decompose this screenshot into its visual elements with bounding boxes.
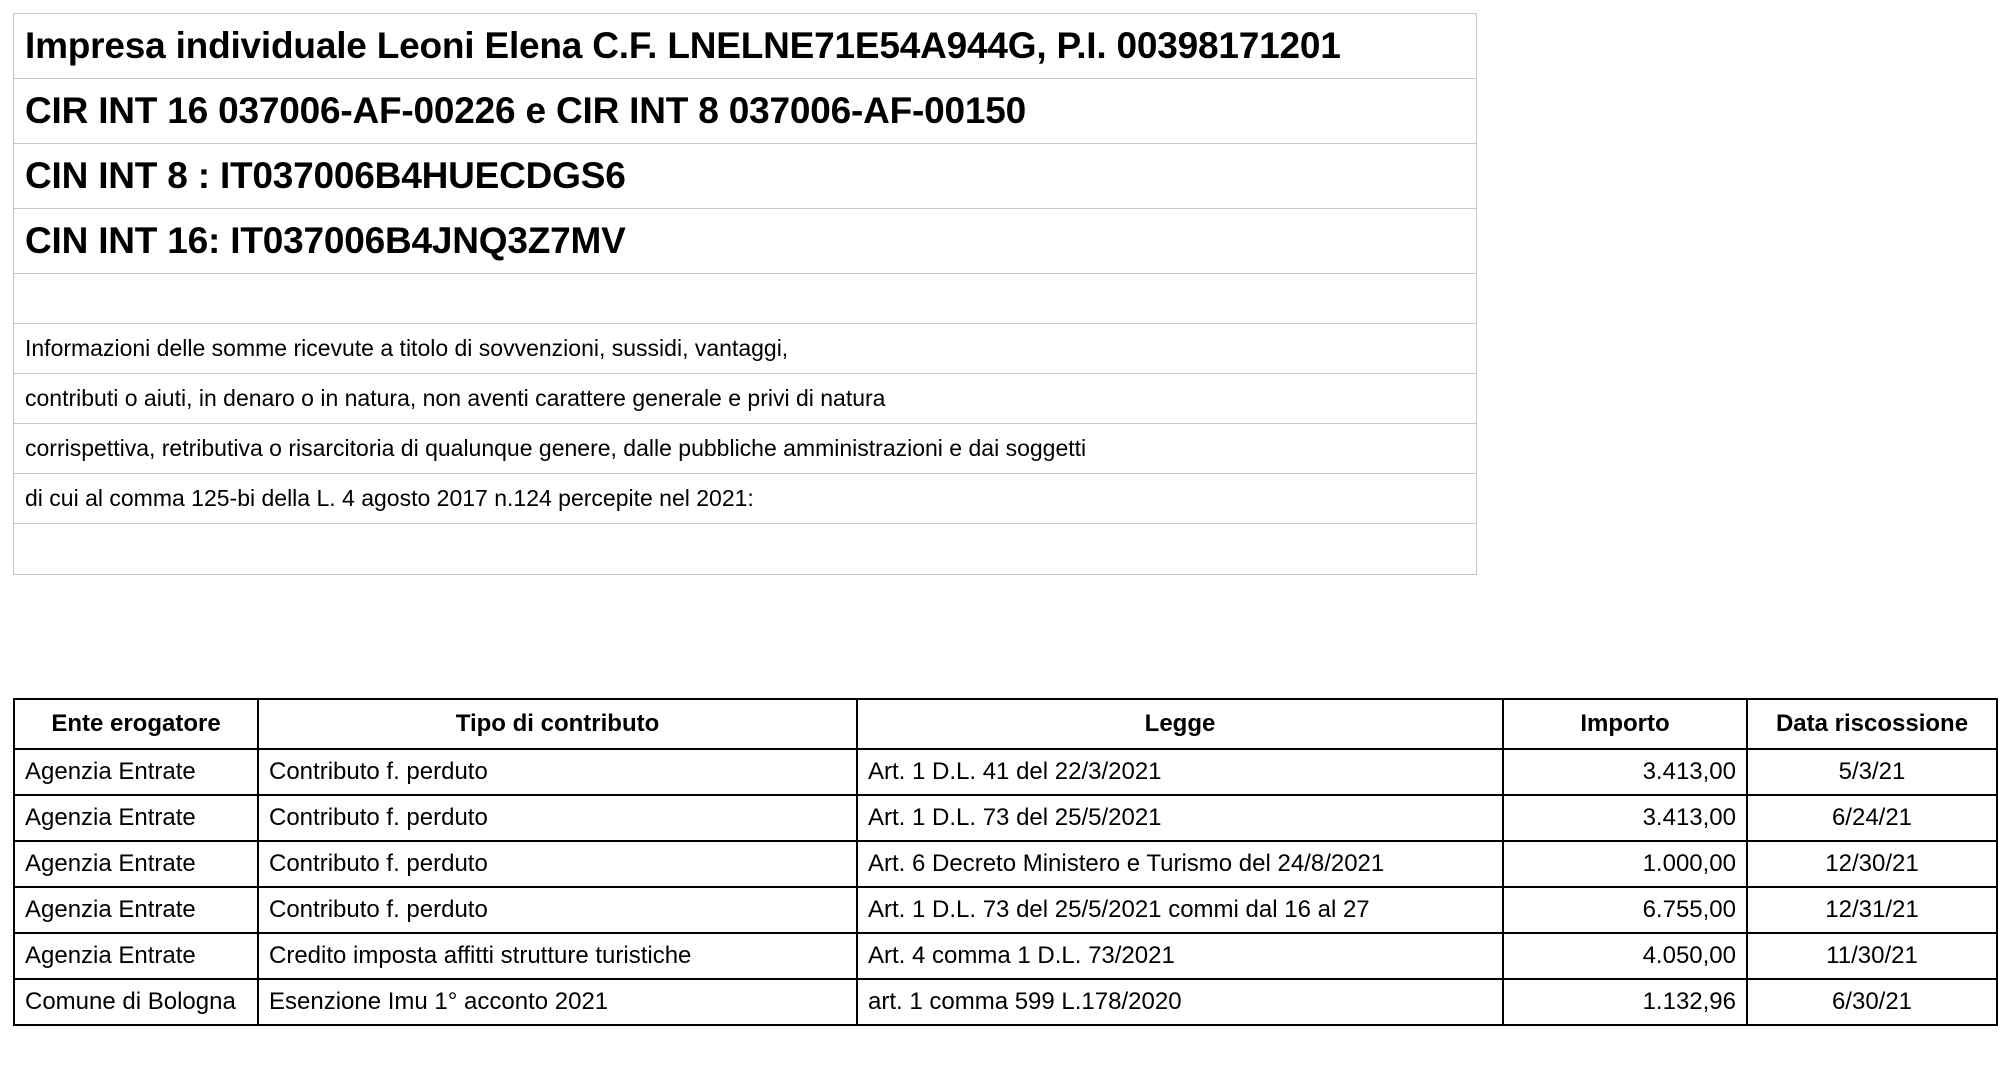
intro-text-line: Informazioni delle somme ricevute a titolo di sovvenzioni, sussidi, vantaggi,	[14, 324, 1476, 374]
header-data-riscossione: Data riscossione	[1747, 699, 1997, 749]
cell-importo: 1.132,96	[1503, 979, 1747, 1025]
cin-int16-line: CIN INT 16: IT037006B4JNQ3Z7MV	[14, 209, 1476, 274]
empty-row	[14, 524, 1476, 574]
company-name-line: Impresa individuale Leoni Elena C.F. LNELNE71E54A944G, P.I. 00398171201	[14, 14, 1476, 79]
cell-importo: 6.755,00	[1503, 887, 1747, 933]
cell-ente: Agenzia Entrate	[14, 795, 258, 841]
cin-int8-line: CIN INT 8 : IT037006B4HUECDGS6	[14, 144, 1476, 209]
cell-tipo: Contributo f. perduto	[258, 841, 857, 887]
grants-table	[13, 698, 1998, 1026]
cell-data: 12/31/21	[1747, 887, 1997, 933]
cell-legge: Art. 1 D.L. 41 del 22/3/2021	[857, 749, 1503, 795]
cell-data: 5/3/21	[1747, 749, 1997, 795]
cell-data: 6/24/21	[1747, 795, 1997, 841]
cell-ente: Agenzia Entrate	[14, 749, 258, 795]
cell-legge: Art. 1 D.L. 73 del 25/5/2021 commi dal 16 al 27	[857, 887, 1503, 933]
cell-tipo: Contributo f. perduto	[258, 749, 857, 795]
header-ente-erogatore: Ente erogatore	[14, 699, 258, 749]
intro-text-line: corrispettiva, retributiva o risarcitoria di qualunque genere, dalle pubbliche amministrazioni e dai soggetti	[14, 424, 1476, 474]
cell-ente: Agenzia Entrate	[14, 841, 258, 887]
cell-data: 12/30/21	[1747, 841, 1997, 887]
cell-legge: Art. 1 D.L. 73 del 25/5/2021	[857, 795, 1503, 841]
cell-tipo: Contributo f. perduto	[258, 887, 857, 933]
table-row	[14, 749, 1997, 795]
empty-row	[14, 274, 1476, 324]
cell-tipo: Esenzione Imu 1° acconto 2021	[258, 979, 857, 1025]
table-row	[14, 979, 1997, 1025]
table-row	[14, 887, 1997, 933]
cell-importo: 1.000,00	[1503, 841, 1747, 887]
cell-importo: 4.050,00	[1503, 933, 1747, 979]
table-row	[14, 795, 1997, 841]
intro-text-line: contributi o aiuti, in denaro o in natura, non aventi carattere generale e privi di natura	[14, 374, 1476, 424]
cell-importo: 3.413,00	[1503, 749, 1747, 795]
cell-data: 6/30/21	[1747, 979, 1997, 1025]
header-legge: Legge	[857, 699, 1503, 749]
table-row	[14, 933, 1997, 979]
cell-ente: Agenzia Entrate	[14, 933, 258, 979]
cell-legge: Art. 4 comma 1 D.L. 73/2021	[857, 933, 1503, 979]
header-importo: Importo	[1503, 699, 1747, 749]
company-info-box	[13, 13, 1477, 575]
cell-tipo: Contributo f. perduto	[258, 795, 857, 841]
cell-importo: 3.413,00	[1503, 795, 1747, 841]
cell-legge: Art. 6 Decreto Ministero e Turismo del 24/8/2021	[857, 841, 1503, 887]
cell-ente: Comune di Bologna	[14, 979, 258, 1025]
table-header-row	[14, 699, 1997, 749]
cell-legge: art. 1 comma 599 L.178/2020	[857, 979, 1503, 1025]
cell-tipo: Credito imposta affitti strutture turistiche	[258, 933, 857, 979]
cell-data: 11/30/21	[1747, 933, 1997, 979]
cell-ente: Agenzia Entrate	[14, 887, 258, 933]
header-tipo-contributo: Tipo di contributo	[258, 699, 857, 749]
table-row	[14, 841, 1997, 887]
intro-text-line: di cui al comma 125-bi della L. 4 agosto 2017 n.124 percepite nel 2021:	[14, 474, 1476, 524]
cir-codes-line: CIR INT 16 037006-AF-00226 e CIR INT 8 037006-AF-00150	[14, 79, 1476, 144]
